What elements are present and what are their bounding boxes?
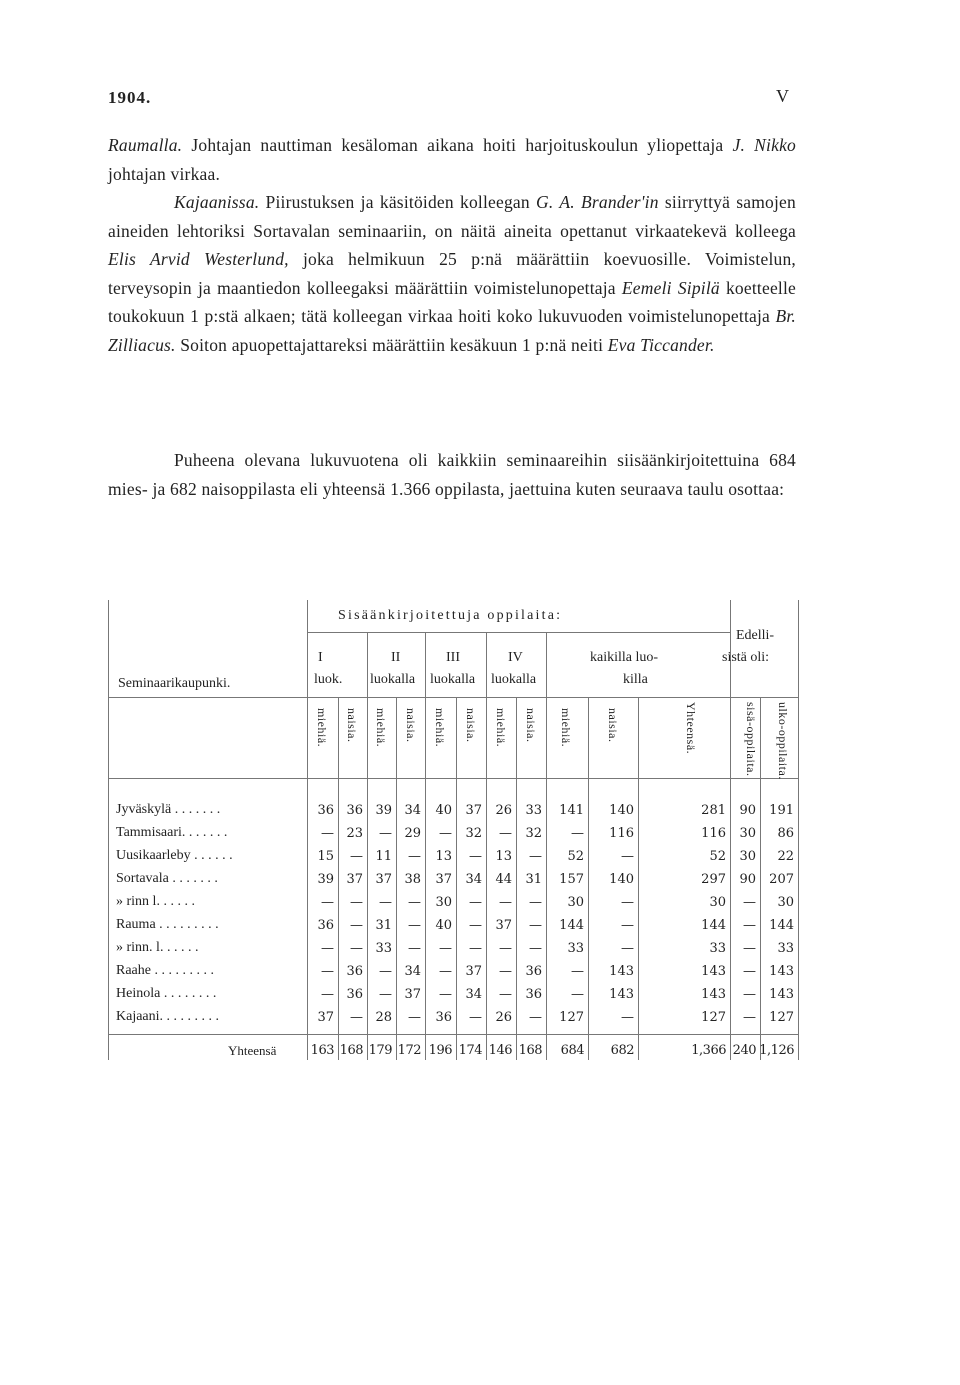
table-cell: — xyxy=(529,918,542,933)
sub-header-women: naisia. xyxy=(606,708,620,743)
sub-header-women: naisia. xyxy=(345,708,359,743)
table-cell: — xyxy=(621,895,634,910)
table-cell: 127 xyxy=(769,1010,794,1025)
table-cell: — xyxy=(469,941,482,956)
table-cell: 36 xyxy=(317,803,334,818)
sub-header-men: miehiä. xyxy=(374,708,388,748)
table-cell: 143 xyxy=(769,987,794,1002)
table-cell: 116 xyxy=(609,826,634,841)
total-cell: 1,366 xyxy=(691,1043,726,1058)
table-cell: 40 xyxy=(435,918,452,933)
table-cell: — xyxy=(379,826,392,841)
total-cell: 179 xyxy=(368,1043,392,1058)
person-name: Br. Zilliacus. xyxy=(108,306,796,355)
table-cell: 144 xyxy=(559,918,584,933)
table-cell: 37 xyxy=(495,918,512,933)
table-row-city: Kajaani. . . . . . . . . xyxy=(116,1009,220,1024)
table-cell: 191 xyxy=(769,803,794,818)
table-row-city: Uusikaarleby . . . . . . xyxy=(116,848,233,863)
table-cell: 30 xyxy=(435,895,452,910)
table-cell: — xyxy=(321,895,334,910)
table-cell: — xyxy=(529,941,542,956)
class-II-sub: luokalla xyxy=(370,672,416,687)
table-cell: 34 xyxy=(465,987,482,1002)
table-cell: 127 xyxy=(701,1010,726,1025)
place-kajaani: Kajaanissa. xyxy=(174,192,260,212)
table-row-city: » rinn. l. . . . . . xyxy=(116,940,199,955)
table-cell: 144 xyxy=(701,918,726,933)
table-cell: 116 xyxy=(701,826,726,841)
table-cell: 29 xyxy=(404,826,421,841)
table-cell: 37 xyxy=(465,964,482,979)
table-cell: 31 xyxy=(375,918,392,933)
table-cell: — xyxy=(321,987,334,1002)
table-cell: 34 xyxy=(404,803,421,818)
table-cell: 32 xyxy=(465,826,482,841)
sub-header-women: naisia. xyxy=(404,708,418,743)
main-header: Sisäänkirjoitettuja oppilaita: xyxy=(338,608,563,623)
table-row-city: Raahe . . . . . . . . . xyxy=(116,963,214,978)
table-row-city: Heinola . . . . . . . . xyxy=(116,986,217,1001)
text: koetteelle toukokuun 1 p:stä alkaen; tätä kolleegan virkaa hoiti koko lukuvuoden voimistelunopettaja xyxy=(108,277,796,326)
table-cell: 141 xyxy=(559,803,584,818)
table-cell: 143 xyxy=(769,964,794,979)
text: Piirustuksen ja käsitöiden kolleegan xyxy=(259,192,537,212)
table-cell: 33 xyxy=(709,941,726,956)
table-cell: — xyxy=(408,895,421,910)
table-cell: 143 xyxy=(609,987,634,1002)
table-cell: 127 xyxy=(559,1010,584,1025)
total-cell: 682 xyxy=(610,1043,634,1058)
table-cell: — xyxy=(469,849,482,864)
sub-header-men: miehiä. xyxy=(315,708,329,748)
total-cell: 684 xyxy=(560,1043,584,1058)
table-cell: — xyxy=(469,895,482,910)
table-cell: 34 xyxy=(465,872,482,887)
table-cell: 30 xyxy=(739,826,756,841)
table-cell: — xyxy=(743,964,756,979)
table-cell: — xyxy=(621,1010,634,1025)
sub-header-men: miehiä. xyxy=(494,708,508,748)
total-cell: 163 xyxy=(310,1043,334,1058)
table-cell: 40 xyxy=(435,803,452,818)
table-cell: 13 xyxy=(495,849,512,864)
table-cell: 36 xyxy=(525,964,542,979)
table-cell: — xyxy=(529,895,542,910)
class-III-header: III xyxy=(446,650,460,665)
sub-header-inner: sisä-oppilaita. xyxy=(744,702,758,777)
table-cell: — xyxy=(621,918,634,933)
table-cell: 36 xyxy=(435,1010,452,1025)
text: Soiton apuopettajattareksi määrättiin kesäkuun 1 p:nä neiti xyxy=(175,334,608,355)
table-cell: — xyxy=(743,941,756,956)
table-cell: — xyxy=(469,1010,482,1025)
table-cell: — xyxy=(499,895,512,910)
table-cell: 90 xyxy=(739,872,756,887)
table-cell: — xyxy=(350,941,363,956)
table-cell: — xyxy=(350,918,363,933)
table-cell: 36 xyxy=(346,987,363,1002)
prev-header: Edelli- xyxy=(736,628,775,643)
table-cell: 33 xyxy=(777,941,794,956)
text: Johtajan nauttiman kesäloman aikana hoiti harjoituskoulun yliopettaja xyxy=(182,135,733,155)
table-cell: 86 xyxy=(777,826,794,841)
table-cell: — xyxy=(743,918,756,933)
table-cell: — xyxy=(321,964,334,979)
total-cell: 240 xyxy=(732,1043,756,1058)
page-year: 1904. xyxy=(108,88,152,107)
table-cell: 32 xyxy=(525,826,542,841)
place-rauma: Raumalla. xyxy=(108,135,183,155)
table-cell: 15 xyxy=(317,849,334,864)
sub-header-outer: ulko-oppilaita. xyxy=(776,702,790,780)
table-cell: — xyxy=(321,941,334,956)
table-cell: — xyxy=(379,895,392,910)
table-cell: 37 xyxy=(317,1010,334,1025)
table-cell: 23 xyxy=(346,826,363,841)
paragraph-appointments xyxy=(108,131,796,359)
text: johtajan virkaa. xyxy=(108,163,221,184)
table-cell: — xyxy=(321,826,334,841)
table-cell: — xyxy=(379,964,392,979)
table-cell: — xyxy=(408,918,421,933)
table-cell: 28 xyxy=(375,1010,392,1025)
total-cell: 168 xyxy=(339,1043,363,1058)
table-cell: 36 xyxy=(525,987,542,1002)
table-cell: 11 xyxy=(375,849,392,864)
table-cell: 36 xyxy=(346,803,363,818)
table-cell: — xyxy=(621,941,634,956)
table-cell: 37 xyxy=(404,987,421,1002)
table-cell: — xyxy=(379,987,392,1002)
table-cell: — xyxy=(743,987,756,1002)
sub-header-men: miehiä. xyxy=(559,708,573,748)
total-cell: 174 xyxy=(458,1043,482,1058)
class-all-sub: killa xyxy=(623,672,648,687)
table-cell: — xyxy=(439,987,452,1002)
table-cell: — xyxy=(571,987,584,1002)
table-cell: 207 xyxy=(769,872,794,887)
text: siirryttyä samojen aineiden lehtoriksi Sortavalan seminaariin, on näitä aineita opettanut virkaatekevä kolleega xyxy=(108,192,796,241)
table-cell: 30 xyxy=(567,895,584,910)
total-cell: 146 xyxy=(488,1043,512,1058)
table-cell: 38 xyxy=(404,872,421,887)
paragraph-enrollment: Puheena olevana lukuvuotena oli kaikkiin seminaareihin siisäänkirjoitettuina 684 mies- ja 682 naisoppilasta eli yhteensä 1.366 oppilasta, jaettuina kuten seuraava taulu osottaa: xyxy=(108,450,796,499)
enrollment-table xyxy=(108,600,798,1060)
table-cell: 143 xyxy=(701,964,726,979)
table-row-city: Jyväskylä . . . . . . . xyxy=(116,802,221,817)
sub-header-women: naisia. xyxy=(524,708,538,743)
table-cell: 26 xyxy=(495,803,512,818)
table-cell: — xyxy=(499,964,512,979)
table-cell: — xyxy=(469,918,482,933)
class-IV-sub: luokalla xyxy=(491,672,537,687)
table-row-city: Tammisaari. . . . . . . xyxy=(116,825,228,840)
table-cell: — xyxy=(743,1010,756,1025)
table-row-city: Sortavala . . . . . . . xyxy=(116,871,218,886)
table-cell: — xyxy=(743,895,756,910)
table-cell: — xyxy=(408,1010,421,1025)
table-cell: 26 xyxy=(495,1010,512,1025)
page-number: V xyxy=(776,86,789,106)
table-cell: — xyxy=(439,941,452,956)
text: joka helmikuun 25 p:nä määrättiin koevuosille. Voimistelun, terveysopin ja maantiedon kolleegaksi määrättiin voimistelunopettaja xyxy=(108,249,796,298)
table-cell: 37 xyxy=(375,872,392,887)
table-cell: 39 xyxy=(375,803,392,818)
person-name: J. Nikko xyxy=(732,135,796,155)
table-cell: — xyxy=(350,1010,363,1025)
person-name: Elis Arvid Westerlund, xyxy=(108,249,289,269)
table-cell: 33 xyxy=(525,803,542,818)
table-cell: — xyxy=(571,826,584,841)
table-cell: — xyxy=(439,826,452,841)
person-name: G. A. Brander'in xyxy=(536,192,659,212)
class-IV-header: IV xyxy=(508,650,523,665)
class-III-sub: luokalla xyxy=(430,672,476,687)
table-cell: 22 xyxy=(777,849,794,864)
table-cell: 31 xyxy=(525,872,542,887)
person-name: Eemeli Sipilä xyxy=(621,277,720,298)
table-cell: — xyxy=(408,941,421,956)
total-label: Yhteensä xyxy=(228,1043,277,1058)
class-I-sub: luok. xyxy=(314,672,343,687)
table-cell: 143 xyxy=(701,987,726,1002)
table-row-city: » rinn l. . . . . . xyxy=(116,894,195,909)
table-cell: 140 xyxy=(609,803,634,818)
sub-header-men: miehiä. xyxy=(433,708,447,748)
table-cell: 30 xyxy=(709,895,726,910)
table-row-city: Rauma . . . . . . . . . xyxy=(116,917,219,932)
table-cell: — xyxy=(571,964,584,979)
city-column-header: Seminaarikaupunki. xyxy=(118,676,231,691)
table-cell: — xyxy=(499,826,512,841)
table-cell: — xyxy=(439,964,452,979)
table-cell: 13 xyxy=(435,849,452,864)
total-cell: 1,126 xyxy=(759,1043,794,1058)
total-cell: 196 xyxy=(428,1043,452,1058)
class-all-header: kaikilla luo- xyxy=(590,650,659,665)
table-cell: 144 xyxy=(769,918,794,933)
total-cell: 168 xyxy=(518,1043,542,1058)
table-cell: 30 xyxy=(739,849,756,864)
table-cell: 297 xyxy=(701,872,726,887)
table-cell: 157 xyxy=(559,872,584,887)
class-II-header: II xyxy=(391,650,401,665)
table-cell: — xyxy=(529,849,542,864)
table-cell: 36 xyxy=(317,918,334,933)
table-cell: 44 xyxy=(495,872,512,887)
table-cell: 143 xyxy=(609,964,634,979)
table-cell: 52 xyxy=(709,849,726,864)
sub-header-total: Yhteensä. xyxy=(684,702,698,755)
table-cell: 140 xyxy=(609,872,634,887)
table-cell: 34 xyxy=(404,964,421,979)
table-cell: 52 xyxy=(567,849,584,864)
table-cell: — xyxy=(350,849,363,864)
table-cell: 281 xyxy=(701,803,726,818)
person-name: Eva Ticcander. xyxy=(607,334,715,355)
table-cell: 37 xyxy=(346,872,363,887)
table-cell: — xyxy=(529,1010,542,1025)
table-cell: — xyxy=(499,941,512,956)
table-cell: 39 xyxy=(317,872,334,887)
table-cell: 36 xyxy=(346,964,363,979)
total-cell: 172 xyxy=(397,1043,421,1058)
table-cell: 37 xyxy=(465,803,482,818)
class-I-header: I xyxy=(318,650,323,665)
table-cell: 33 xyxy=(567,941,584,956)
table-cell: — xyxy=(350,895,363,910)
table-cell: — xyxy=(621,849,634,864)
table-cell: 30 xyxy=(777,895,794,910)
prev-header-2: sistä oli: xyxy=(722,650,770,665)
table-cell: 90 xyxy=(739,803,756,818)
table-cell: 33 xyxy=(375,941,392,956)
table-cell: — xyxy=(408,849,421,864)
table-cell: — xyxy=(499,987,512,1002)
sub-header-women: naisia. xyxy=(464,708,478,743)
table-cell: 37 xyxy=(435,872,452,887)
